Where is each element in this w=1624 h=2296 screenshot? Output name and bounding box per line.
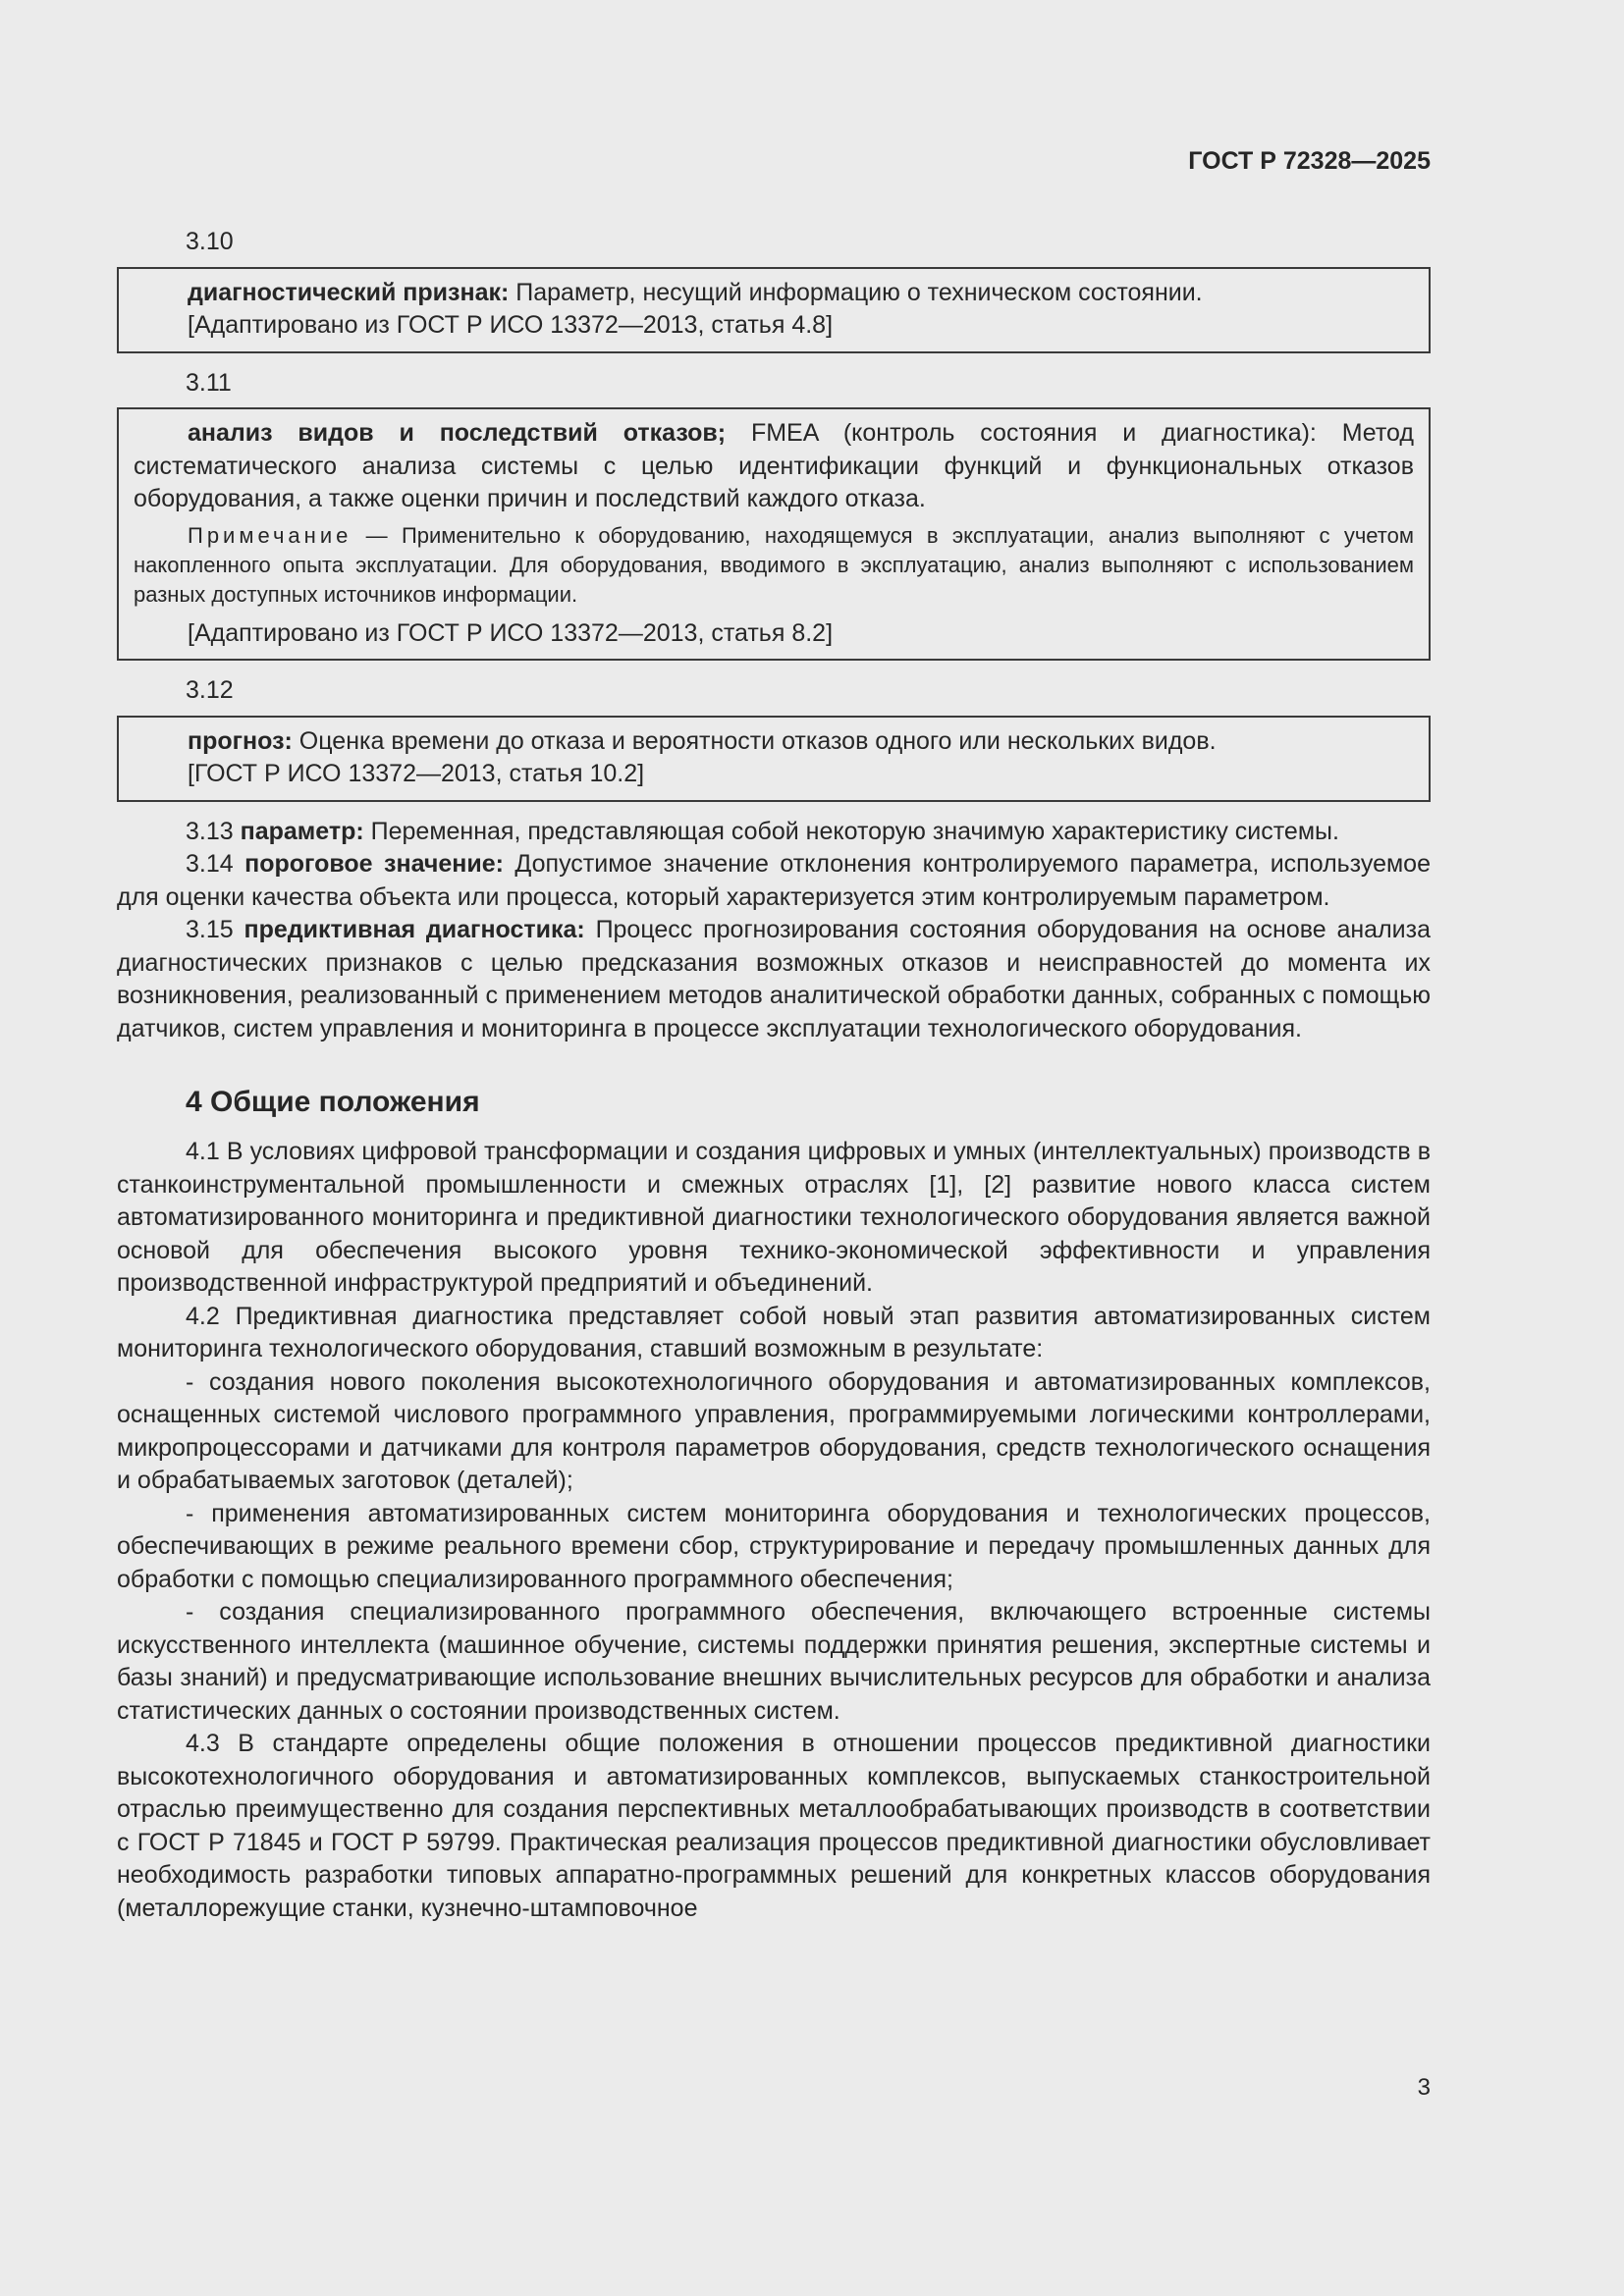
term-number: 3.10 (186, 228, 234, 255)
page-number: 3 (1417, 2074, 1431, 2101)
body-paragraph: 4.2 Предиктивная диагностика представляет собой новый этап развития автоматизированных систем мониторинга технологического оборудования, ставший возможным в результате: (117, 1302, 1431, 1362)
term-box (117, 716, 1431, 802)
term-number: 3.13 (186, 817, 241, 845)
term-text: Переменная, представляющая собой некоторую значимую характеристику системы. (363, 817, 1339, 845)
term-definition (134, 277, 1414, 310)
list-item: - создания специализированного программного обеспечения, включающего встроенные системы искусственного интеллекта (машинное обучение, системы поддержки принятия решения, экспертные системы и базы знаний) и предусматривающие использование внешних вычислительных ресурсов для обработки и анализа статистических данных о состоянии производственных систем. (117, 1598, 1431, 1725)
term-source: [Адаптировано из ГОСТ Р ИСО 13372—2013, статья 8.2] (188, 618, 834, 647)
body-paragraph: 4.3 В стандарте определены общие положения в отношении процессов предиктивной диагностики высокотехнологичного оборудования и автоматизированных комплексов, выпускаемых станкостроительной отраслью преимущественно для создания перспективных металлообрабатывающих производств в соответствии с ГОСТ Р 71845 и ГОСТ Р 59799. Практическая реализация процессов предиктивной диагностики обусловливает необходимость разработки типовых аппаратно-программных решений для конкретных классов оборудования (металлорежущие станки, кузнечно-штамповочное (117, 1730, 1431, 1922)
term-text: Допустимое значение отклонения контролируемого параметра, используемое для оценки качества объекта или процесса, который характеризуется этим контролируемым параметром. (117, 850, 1431, 911)
body-paragraph: 4.1 В условиях цифровой трансформации и создания цифровых и умных (интеллектуальных) производств в станкоинструментальной промышленности и смежных отраслях [1], [2] развитие нового класса систем автоматизированного мониторинга и предиктивной диагностики технологического оборудования является важной основой для обеспечения высокого уровня технико-экономической эффективности и управления производственной инфраструктурой предприятий и объединений. (117, 1138, 1431, 1297)
term-paragraph (117, 848, 1431, 914)
term-number: 3.14 (186, 850, 245, 878)
term-number: 3.15 (186, 916, 244, 943)
term-name: прогноз: (188, 726, 293, 755)
term-box (117, 407, 1431, 661)
term-source: [ГОСТ Р ИСО 13372—2013, статья 10.2] (188, 760, 645, 787)
term-note (134, 521, 1414, 610)
term-name: диагностический признак: (188, 278, 510, 306)
term-text: Процесс прогнозирования состояния оборудования на основе анализа диагностических признаков с целью предсказания возможных отказов и неисправностей до момента их возникновения, реализованный с применением методов аналитической обработки данных, собранных с помощью датчиков, систем управления и мониторинга в процессе эксплуатации технологического оборудования. (117, 916, 1431, 1042)
term-source: [Адаптировано из ГОСТ Р ИСО 13372—2013, статья 4.8] (188, 311, 834, 339)
page-content (117, 226, 1431, 1925)
term-paragraph (117, 914, 1431, 1045)
term-text: Параметр, несущий информацию о техническом состоянии. (509, 278, 1203, 306)
list-item: - применения автоматизированных систем мониторинга оборудования и технологических процессов, обеспечивающих в режиме реального времени сбор, структурирование и передачу промышленных данных для обработки с помощью специализированного программного обеспечения; (117, 1499, 1431, 1593)
term-box (117, 267, 1431, 353)
term-text: FMEA (контроль состояния и диагностика): Метод систематического анализа системы с целью идентификации функций и функциональных отказов оборудования, а также оценки причин и последствий каждого отказа. (134, 419, 1414, 512)
term-definition (134, 417, 1414, 516)
term-number: 3.11 (186, 368, 232, 397)
term-name: анализ видов и последствий отказов; (188, 419, 727, 447)
term-name: предиктивная диагностика: (244, 916, 585, 943)
term-definition (134, 725, 1414, 759)
document-code: ГОСТ Р 72328—2025 (1188, 147, 1431, 175)
list-item: - создания нового поколения высокотехнологичного оборудования и автоматизированных комплексов, оснащенных системой числового программного управления, программируемыми логическими контроллерами, микропроцессорами и датчиками для контроля параметров оборудования, средств технологического оснащения и обрабатываемых заготовок (деталей); (117, 1367, 1431, 1494)
note-label: Примечание (188, 522, 352, 548)
term-number: 3.12 (186, 676, 234, 704)
term-name: параметр: (240, 817, 364, 845)
term-paragraph (117, 816, 1431, 849)
term-text: Оценка времени до отказа и вероятности отказов одного или нескольких видов. (292, 726, 1217, 755)
term-name: пороговое значение: (244, 850, 504, 878)
section-heading: 4 Общие положения (186, 1086, 480, 1118)
note-text: — Применительно к оборудованию, находящемуся в эксплуатации, анализ выполняют с учетом накопленного опыта эксплуатации. Для оборудования, вводимого в эксплуатацию, анализ выполняют с использованием разных доступных источников информации. (134, 522, 1414, 607)
